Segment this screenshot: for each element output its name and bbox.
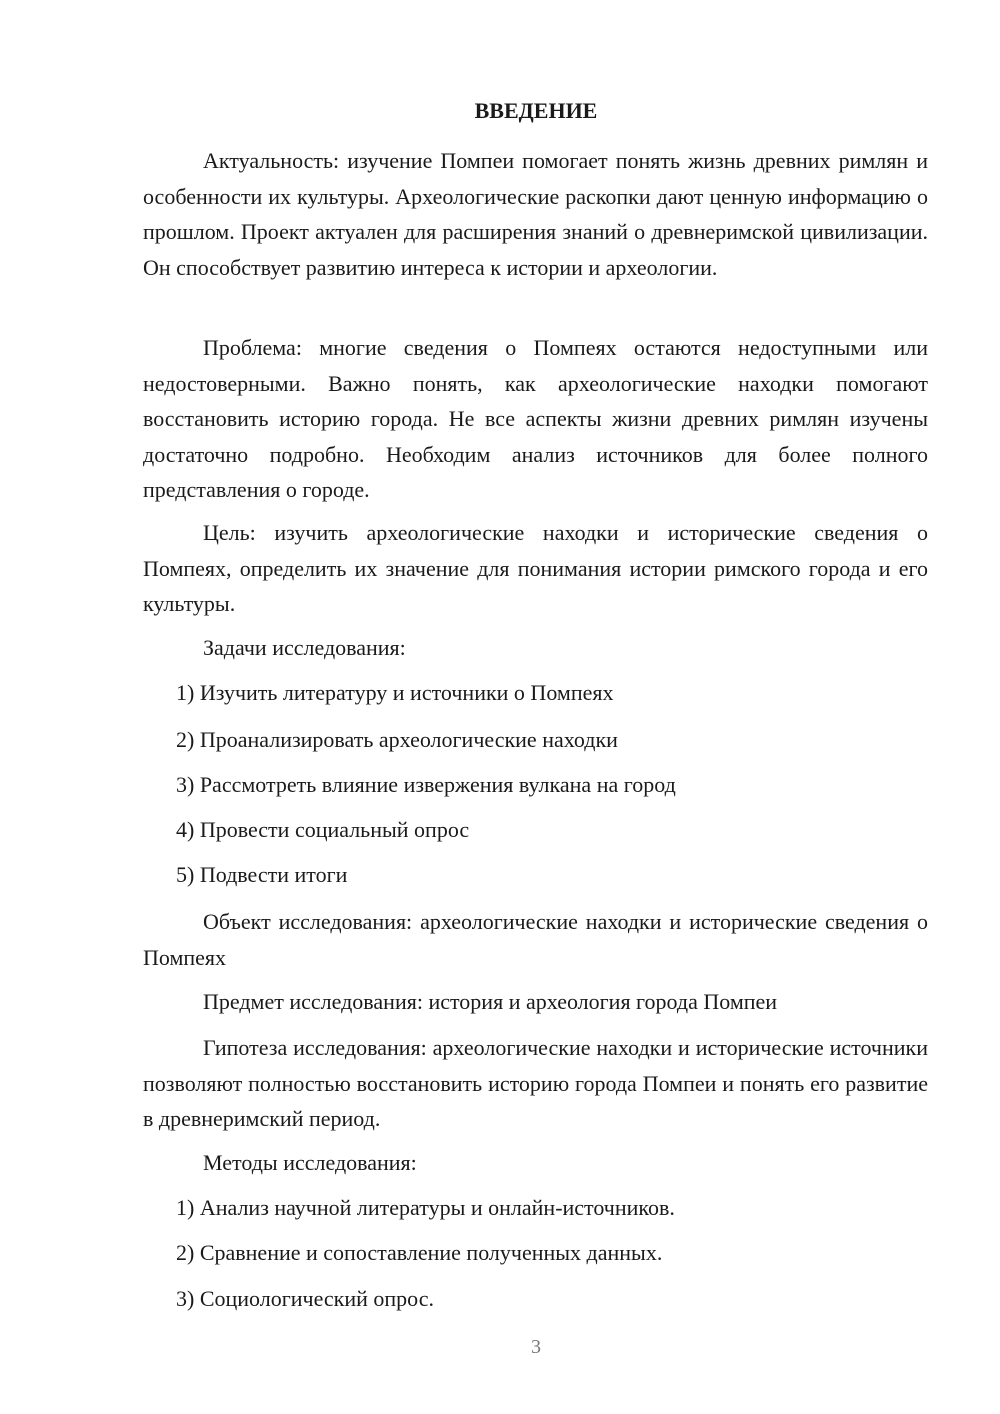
hypothesis-paragraph: Гипотеза исследования: археологические находки и исторические источники позволяют полностью восстановить историю города Помпеи и понять его развитие в древнеримский период.	[143, 1035, 928, 1131]
tasks-heading: Задачи исследования:	[203, 635, 406, 660]
methods-heading: Методы исследования:	[203, 1150, 417, 1175]
relevance-paragraph: Актуальность: изучение Помпеи помогает понять жизнь древних римлян и особенности их культуры. Археологические раскопки дают ценную информацию о прошлом. Проект актуален для расширения знаний о древнеримской цивилизации. Он способствует развитию интереса к истории и археологии.	[143, 148, 928, 280]
method-item: 2) Сравнение и сопоставление полученных данных.	[176, 1240, 663, 1265]
goal-paragraph: Цель: изучить археологические находки и исторические сведения о Помпеях, определить их значение для понимания истории римского города и его культуры.	[143, 520, 928, 616]
method-item: 3) Социологический опрос.	[176, 1286, 434, 1311]
task-item: 1) Изучить литературу и источники о Помпеях	[176, 680, 614, 705]
object-paragraph: Объект исследования: археологические находки и исторические сведения о Помпеях	[143, 909, 928, 970]
task-item: 3) Рассмотреть влияние извержения вулкана на город	[176, 772, 676, 797]
subject-paragraph: Предмет исследования: история и археология города Помпеи	[203, 989, 778, 1014]
page-number: 3	[531, 1336, 541, 1358]
task-item: 2) Проанализировать археологические находки	[176, 727, 618, 752]
task-item: 4) Провести социальный опрос	[176, 817, 470, 842]
page-title: ВВЕДЕНИЕ	[474, 98, 598, 123]
problem-paragraph: Проблема: многие сведения о Помпеях остаются недоступными или недостоверными. Важно понять, как археологические находки помогают восстановить историю города. Не все аспекты жизни древних римлян изучены достаточно подробно. Необходим анализ источников для более полного представления о городе.	[143, 335, 928, 502]
task-item: 5) Подвести итоги	[176, 862, 348, 887]
method-item: 1) Анализ научной литературы и онлайн-источников.	[176, 1195, 675, 1220]
